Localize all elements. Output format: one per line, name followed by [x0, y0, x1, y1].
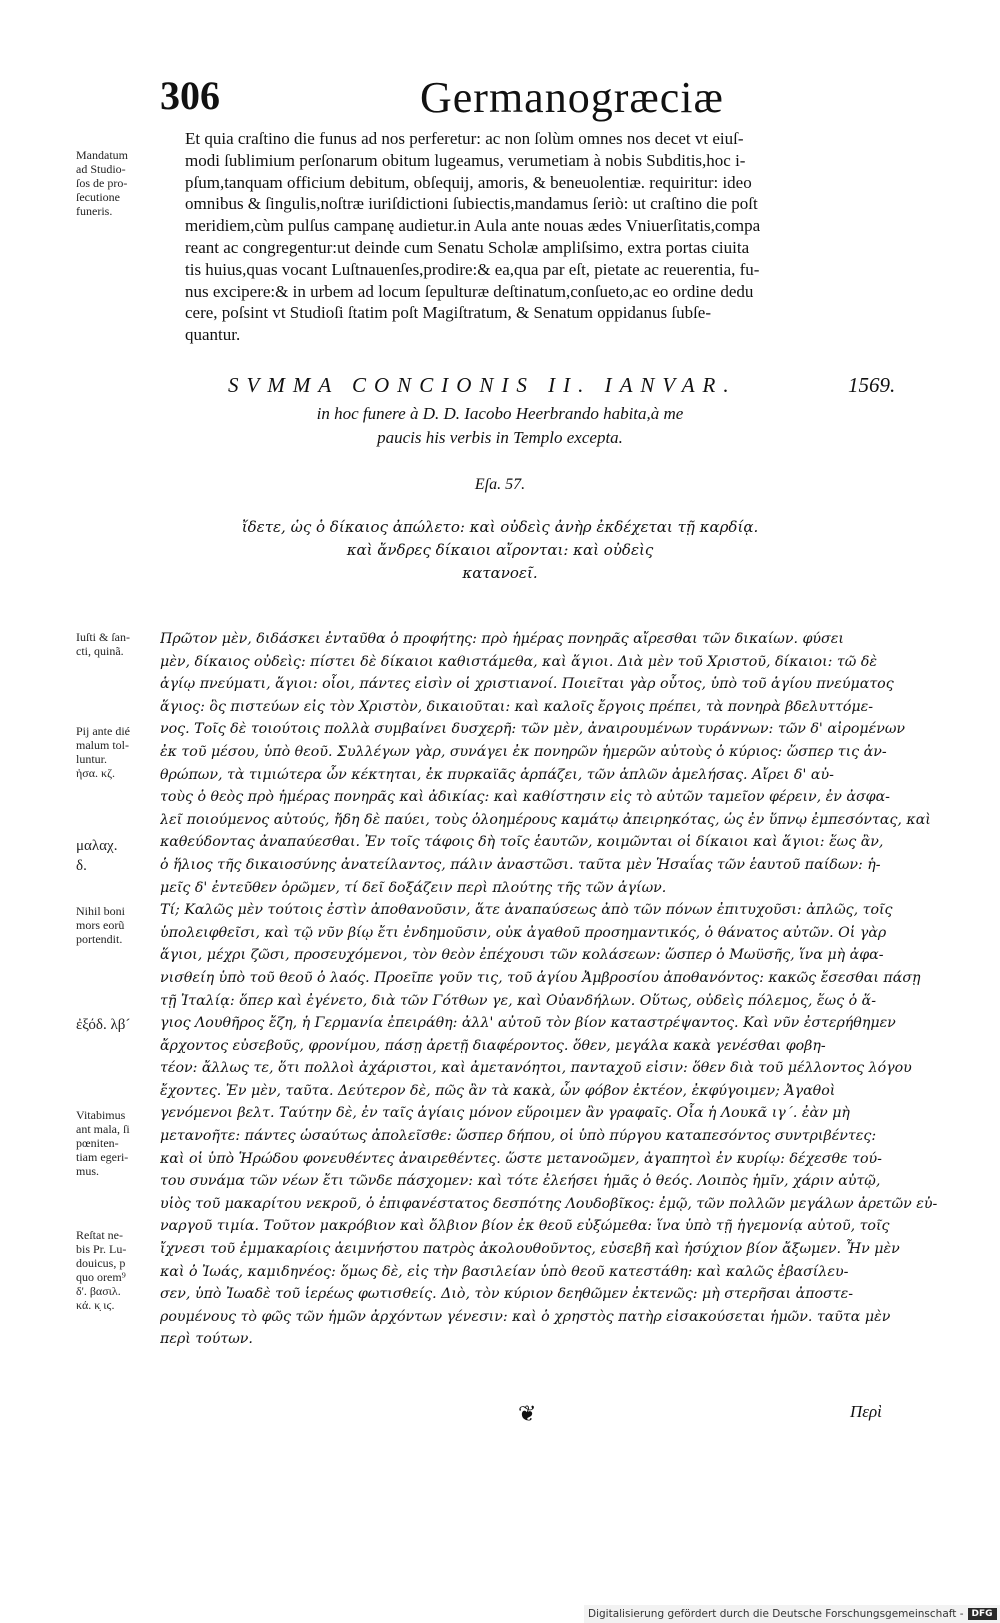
- dfg-logo: DFG: [968, 1608, 997, 1620]
- margin-note: [76, 630, 160, 658]
- margin-note: [76, 724, 160, 780]
- text-line: pſum,tanquam officium debitum, obſequij, amoris, & beneuolentiæ. requiritur: ideo: [185, 172, 752, 192]
- sermon-title: [228, 373, 948, 398]
- greek-text-line: λεῖ ποιούμενος αὐτούς, ἤδη δὲ παύει, τοὺς ὁλοημέρους καμάτῳ ἀπειρηκότας, ὡς ἐν ὕπνῳ ἐμπεσόντας, καὶ: [160, 811, 931, 828]
- greek-text-line: τῇ Ἰταλίᾳ: ὅπερ καὶ ἐγένετο, διὰ τῶν Γότθων γε, καὶ Οὐανδήλων. Οὕτως, οὐδεὶς πόλεμος, ἕως ὁ ἅ-: [160, 992, 876, 1009]
- greek-text-line: ὁ ἥλιος τῆς δικαιοσύνης ἀνατείλαντος, πάλιν ἀναστῶσι. ταῦτα μὲν Ἡσαΐας τῶν ἑαυτοῦ παίδων: ἡ-: [160, 856, 881, 873]
- greek-text-line: ἅγιοι, μέχρι ζῶσι, προσευχόμενοι, τὸν θεὸν ἐπέχουσι τῶν κολάσεων: ὥσπερ ὁ Μωϋσῆς, ἵνα μὴ ἀφα-: [160, 947, 884, 964]
- margin-note-line: Reſtat ne-: [76, 1228, 123, 1242]
- margin-note-line: Iuſti & ſan-: [76, 630, 130, 644]
- greek-text-line: ναργοῦ τιμία. Τοῦτον μακρόβιον καὶ ὄλβιον βίον ἐκ θεοῦ εὐξώμεθα: ἵνα ὑπὸ τῇ ἡγεμονίᾳ αὐτοῦ, τοῖς: [160, 1218, 890, 1235]
- sermon-year: 1569.: [848, 373, 896, 397]
- margin-note: [76, 1108, 160, 1178]
- running-title: Germanogræciæ: [420, 73, 724, 122]
- margin-note-line: malum tol-: [76, 738, 129, 752]
- greek-text-line: μὲν, δίκαιος οὐδεὶς: πίστει δὲ δίκαιοι καθιστάμεθα, καὶ ἅγιοι. Διὰ μὲν τοῦ Χριστοῦ, δίκαιοι: τῶ δὲ: [160, 653, 878, 670]
- margin-note: [76, 148, 160, 218]
- text-line: quantur.: [185, 325, 241, 345]
- margin-note-line: ἡσα. κζ.: [76, 766, 116, 780]
- greek-text-line: νισθείη ὑπὸ τοῦ θεοῦ ὁ λαός. Προεῖπε γοῦν τις, τοῦ ἁγίου Ἀμβροσίου ἀποθανόντος: κακῶς ἔσεσθαι πάσῃ: [160, 969, 921, 986]
- latin-paragraph: [185, 128, 935, 346]
- footer-text: Digitalisierung gefördert durch die Deutsche Forschungsgemeinschaft -: [588, 1608, 964, 1620]
- printer-ornament: ❦: [518, 1402, 537, 1427]
- greek-text-line: θρώπων, τὰ τιμιώτερα ὧν κέκτηται, ἐκ πυρκαϊᾶς ἁρπάζει, τῶν ἁπλῶν ἀμελήσας. Αἴρει δ' αὐ-: [160, 766, 834, 783]
- greek-text-line: ἐκ τοῦ μέσου, ὑπὸ θεοῦ. Συλλέγων γὰρ, συνάγει ἐκ πονηρῶν ἡμερῶν αὐτοὺς ὁ κύριος: ὥσπερ τις ἀν-: [160, 743, 887, 760]
- margin-note: [76, 836, 160, 876]
- margin-note-line: douicus, p: [76, 1256, 126, 1270]
- greek-text-line: καὶ οἱ ὑπὸ Ἡρώδου φονευθέντες ἀναιρεθέντες. ὥστε μετανοῶμεν, ἀγαπητοὶ ἐν κυρίῳ: δέχεσθε τού-: [160, 1150, 882, 1167]
- margin-note-line: bis Pr. Lu-: [76, 1242, 127, 1256]
- margin-note-line: ſos de pro-: [76, 176, 128, 190]
- greek-verse-line: καὶ ἄνδρες δίκαιοι αἴρονται: καὶ οὐδεὶς: [346, 541, 654, 559]
- text-line: cere, poſsint vt Studioſi ſtatim poſt Magiſtratum, & Senatum oppidanus ſubſe-: [185, 303, 711, 323]
- margin-note-line: ad Studio-: [76, 162, 126, 176]
- margin-note-line: ἐξόδ. λβ´: [76, 1018, 131, 1032]
- margin-note-line: μαλαχ.: [76, 838, 118, 854]
- greek-text-line: ἴχνεσι τοῦ ἐμμακαρίοις ἀειμνήστου πατρὸς ἀκολουθοῦντος, εὐσεβῆ καὶ ἡσύχιον βίον ἄξωμεν. Ἦν μὲν: [160, 1241, 900, 1258]
- margin-note: [76, 904, 160, 946]
- greek-text-line: περὶ τούτων.: [160, 1331, 253, 1348]
- text-line: reant ac congregentur:ut deinde cum Senatu Scholæ ampliſsimo, extra portas ciuita: [185, 237, 750, 257]
- greek-text-line: καθεύδοντας ἀναπαύεσθαι. Ἐν τοῖς τάφοις δὴ τοῖς ἑαυτῶν, κοιμῶνται οἱ δίκαιοι καὶ ἅγιοι: ἕως ἂν,: [160, 834, 884, 851]
- margin-note-line: Pij ante dié: [76, 724, 130, 738]
- margin-note-line: funeris.: [76, 204, 113, 218]
- greek-sermon-text: [160, 628, 940, 1351]
- margin-note-line: mors eorũ: [76, 918, 125, 932]
- margin-note-line: ant mala, ſi: [76, 1122, 130, 1136]
- greek-text-line: σεν, ὑπὸ Ἰωαδὲ τοῦ ἱερέως φωτισθείς. Διὸ, τὸν κύριον δεηθῶμεν ἐκτενῶς: μὴ στερῆσαι ἀποστε-: [160, 1286, 853, 1303]
- page-number: 306: [160, 73, 220, 118]
- margin-note-line: pœniten-: [76, 1136, 119, 1150]
- greek-text-line: καὶ ὁ Ἰωάς, καμιδηνέος: ὅμως δὲ, εἰς τὴν βασιλείαν ὑπὸ θεοῦ κατεστάθη: καὶ καλῶς ἐβασίλευ-: [160, 1263, 849, 1280]
- greek-text-line: νος. Τοῖς δὲ τοιούτοις πολλὰ συμβαίνει δυσχερῆ: τῶν μὲν, ἀναιρουμένων τυράννων: τῶν δ' αἰρομένων: [160, 721, 906, 738]
- greek-text-line: ὑπολειφθεῖσι, καὶ τῷ νῦν βίῳ ἔτι ἐνδημοῦσιν, οὐκ ἀγαθοῦ προσημαντικός, ὁ θάνατος αὐτῶν. Οἱ γὰρ: [160, 924, 887, 941]
- sermon-title-text: SVMMA CONCIONIS II. IANVAR.: [228, 373, 737, 397]
- greek-text-line: ἄρχοντος εὐσεβοῦς, φρονίμου, πάσῃ ἀρετῇ διαφέροντος. ὅθεν, μεγάλα κακὰ γενέσθαι φοβη-: [160, 1037, 826, 1054]
- margin-note: [76, 1228, 160, 1312]
- text-line: meridiem,cùm pulſus campanę audietur.in Aula ante nouas ædes Vniuerſitatis,compa: [185, 216, 761, 236]
- greek-text-line: τοὺς ὁ θεὸς πρὸ ἡμέρας πονηρᾶς καὶ ἀδικίας: καὶ καθίστησιν εἰς τὸ αὐτῶν ταμεῖον φέρειν, ἐν ἀσφα-: [160, 789, 890, 806]
- sermon-subtitle-1: in hoc funere à D. D. Iacobo Heerbrando habita,à me: [316, 404, 684, 423]
- greek-text-line: ρουμένους τὸ φῶς τῶν ἡμῶν ἀρχόντων γένεσιν: καὶ ὁ χρηστὸς πατὴρ εἰσακούσεται ἡμῶν. ταῦτα μὲν: [160, 1308, 891, 1325]
- margin-note-line: Vitabimus: [76, 1108, 126, 1122]
- margin-note-line: δ.: [76, 858, 87, 874]
- margin-note-line: κά. κ̣ ιϛ.: [76, 1298, 115, 1312]
- margin-note-line: luntur.: [76, 752, 108, 766]
- page-header: [160, 72, 930, 132]
- margin-note: [76, 1018, 160, 1032]
- greek-text-line: ἁγίῳ πνεύματι, ἅγιοι: οἷοι, πάντες εἰσὶν οἱ χριστιανοί. Ποιεῖται γὰρ οὗτος, ὑπὸ τοῦ ἁγίου πνεύματος: [160, 676, 894, 693]
- margin-note-line: cti, quinã.: [76, 644, 124, 658]
- text-line: tis huius,quas vocant Luſtnauenſes,prodire:& ea,qua par eſt, pietate ac reuerentia, fu-: [185, 259, 760, 279]
- digitization-footer: [584, 1605, 1000, 1623]
- greek-text-line: μετανοῆτε: πάντες ὡσαύτως ἀπολεῖσθε: ὥσπερ δήπου, οἱ ὑπὸ πύργου καταπεσόντος συντριβέντες:: [160, 1128, 877, 1145]
- margin-note-line: quo orem⁹: [76, 1270, 126, 1284]
- greek-text-line: ἅγιος: ὃς πιστεύων εἰς τὸν Χριστὸν, δικαιοῦται: καὶ καλοῖς ἔργοις πρέπει, τὰ πονηρὰ βδελυττόμε-: [160, 698, 874, 715]
- greek-text-line: υἱὸς τοῦ μακαρίτου νεκροῦ, ὁ ἐπιφανέστατος δεσπότης Λουδοβῖκος: ἐμῷ, τῶν πολλῶν μεγάλων ἀρετῶν εὐ-: [160, 1195, 938, 1212]
- scripture-reference: Eſa. 57.: [474, 476, 526, 493]
- text-line: modi ſublimium perſonarum obitum lugeamus, verumetiam à nobis Subditis,hoc i-: [185, 150, 746, 170]
- greek-text-line: τέον: ἄλλως τε, ὅτι πολλοὶ ἀχάριστοι, καὶ ἀμετανόητοι, πανταχοῦ εἰσιν: ὅθεν διὰ τοῦ μέλλοντος λόγου: [160, 1060, 912, 1077]
- margin-note-line: Nihil boni: [76, 904, 126, 918]
- text-line: omnibus & ſingulis,noſtræ iuriſdictioni ſubiectis,mandamus ſeriò: ut craſtino die poſt: [185, 194, 758, 214]
- greek-verse: [0, 516, 1000, 585]
- greek-verse-line: κατανοεῖ.: [462, 564, 538, 582]
- greek-text-line: ἔχοντες. Ἐν μὲν, ταῦτα. Δεύτερον δὲ, πῶς ἂν τὰ κακὰ, ὧν φόβον ἐκτέον, ἐκφύγοιμεν; Ἀγαθοὶ: [160, 1082, 836, 1099]
- greek-text-line: γενόμενοι βελτ. Ταύτην δὲ, ἐν ταῖς ἁγίαις μόνον εὕροιμεν ἂν γραφαῖς. Οἷα ἡ Λουκᾶ ιγ´. ἐὰν μὴ: [160, 1105, 850, 1122]
- margin-note-line: mus.: [76, 1164, 100, 1178]
- sermon-subtitle-2: paucis his verbis in Templo excepta.: [377, 428, 623, 447]
- greek-text-line: Πρῶτον μὲν, διδάσκει ἐνταῦθα ὁ προφήτης: πρὸ ἡμέρας πονηρᾶς αἴρεσθαι τῶν δικαίων. φύσει: [160, 631, 844, 647]
- text-line: Et quia craſtino die funus ad nos perferetur: ac non ſolùm omnes nos decet vt eiuſ-: [185, 129, 744, 148]
- margin-note-line: tiam egeri-: [76, 1150, 129, 1164]
- margin-note-line: ſecutione: [76, 190, 120, 204]
- margin-note-line: δ'. βασιλ.: [76, 1284, 121, 1298]
- greek-text-line: του συνάμα τῶν νέων ἔτι τῶνδε πάσχομεν: καὶ τότε ἐλεήσει ἡμᾶς ὁ θεός. Λοιπὸς ἡμῖν, χάριν αὐτῷ,: [160, 1173, 881, 1190]
- greek-text-line: Τί; Καλῶς μὲν τούτοις ἐστὶν ἀποθανοῦσιν, ἅτε ἀναπαύσεως ἀπὸ τῶν πόνων ἐπιτυχοῦσι: ἀπλῶς, τοῖς: [160, 902, 893, 919]
- text-line: nus excipere:& in urbem ad locum ſepulturæ deſtinatum,conſueto,ac eo ordine dedu: [185, 281, 754, 301]
- margin-note-line: Mandatum: [76, 148, 128, 162]
- catchword: Περὶ: [850, 1402, 882, 1421]
- margin-note-line: portendit.: [76, 932, 123, 946]
- greek-verse-line: ἴδετε, ὡς ὁ δίκαιος ἀπώλετο: καὶ οὐδεὶς ἀνὴρ ἐκδέχεται τῇ καρδίᾳ.: [241, 518, 759, 536]
- greek-text-line: γιος Λουθῆρος ἔζη, ἡ Γερμανία ἐπειράθη: ἀλλ' αὐτοῦ τὸν βίον καταστρέψαντος. Καὶ νῦν ἐστερήθημεν: [160, 1015, 896, 1032]
- greek-text-line: μεῖς δ' ἐντεῦθεν ὁρῶμεν, τί δεῖ δοξάζειν περὶ πλούτης τῆς τῶν ἁγίων.: [160, 879, 667, 896]
